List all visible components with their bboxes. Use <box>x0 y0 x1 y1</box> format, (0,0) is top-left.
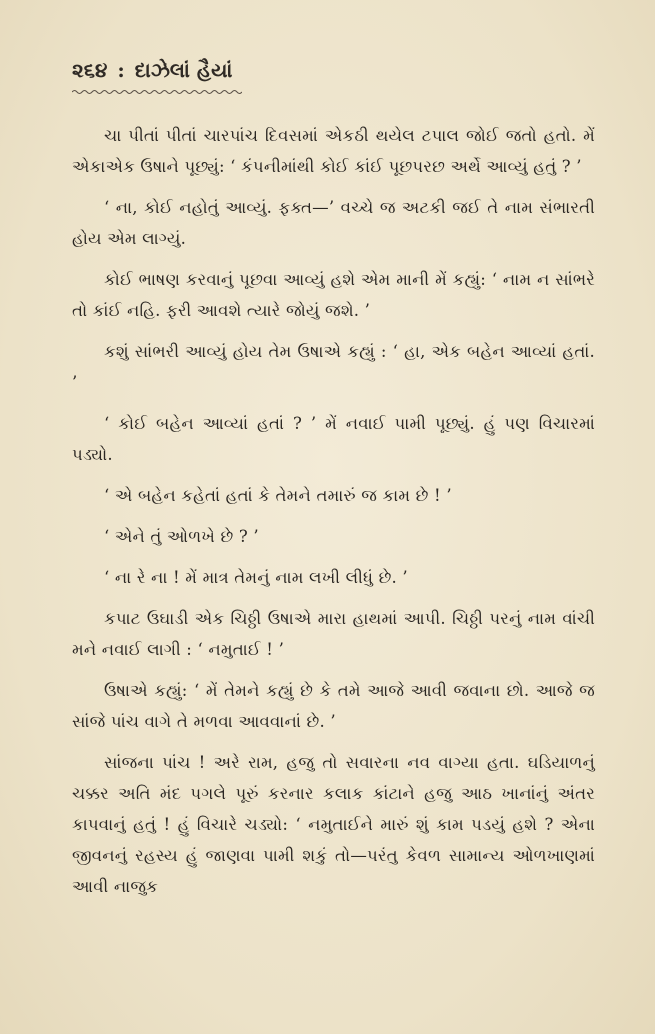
header-separator: : <box>117 58 125 82</box>
paragraph-6: ‘ એ બહેન કહેતાં હતાં કે તેમને તમારું જ કામ છે ! ’ <box>104 486 452 505</box>
paragraph-10: ઉષાએ કહ્યું: ‘ મેં તેમને કહ્યું છે કે તમે આજે આવી જવાના છો. આજે જ સાંજે પાંચ વાગે તે મળવા આવવાનાં છે. ’ <box>72 681 595 731</box>
paragraph-9: કપાટ ઉઘાડી એક ચિઠ્ઠી ઉષાએ મારા હાથમાં આપી. ચિઠ્ઠી પરનું નામ વાંચી મને નવાઈ લાગી : ‘ નમુતાઈ ! ’ <box>72 609 595 659</box>
decorative-underline <box>72 88 242 96</box>
paragraph-5: ‘ કોઈ બહેન આવ્યાં હતાં ? ’ મેં નવાઈ પામી પૂછ્યું. હું પણ વિચારમાં પડ્યો. <box>72 414 595 464</box>
running-header <box>72 58 595 82</box>
paragraph-1: ચા પીતાં પીતાં ચારપાંચ દિવસમાં એકઠી થયેલ ટપાલ જોઈ જતો હતો. મેં એકાએક ઉષાને પૂછ્યું: ‘ કંપનીમાંથી કોઈ કાંઈ પૂછપરછ અર્થે આવ્યું હતું ? ’ <box>72 126 595 176</box>
paragraph-11: સાંજના પાંચ ! અરે રામ, હજુ તો સવારના નવ વાગ્યા હતા. ઘડિયાળનું ચક્કર અતિ મંદ પગલે પૂરું કરનાર કલાક કાંટાને હજુ આઠ ખાનાંનું અંતર કાપવાનું હતું ! હું વિચારે ચડ્યો: ‘ નમુતાઈને મારું શું કામ પડયું હશે ? એના જીવનનું રહસ્ય હું જાણવા પામી શકું તો—પરંતુ કેવળ સામાન્ય ઓળખાણમાં આવી નાજુક <box>72 753 595 896</box>
paragraph-2: ‘ ના, કોઈ નહોતું આવ્યું. ફક્ત—’ વચ્ચે જ અટકી જઈ તે નામ સંભારતી હોય એમ લાગ્યું. <box>72 198 595 248</box>
paragraph-3: કોઈ ભાષણ કરવાનું પૂછવા આવ્યું હશે એમ માની મેં કહ્યું: ‘ નામ ન સાંભરે તો કાંઈ નહિ. ફરી આવશે ત્યારે જોયું જશે. ’ <box>72 270 595 320</box>
paragraph-4: કશું સાંભરી આવ્યું હોય તેમ ઉષાએ કહ્યું : ‘ હા, એક બહેન આવ્યાં હતાં. ’ <box>72 342 595 392</box>
body-text <box>72 120 595 902</box>
page-number: ૨૬૪ <box>72 58 108 82</box>
paragraph-7: ‘ એને તું ઓળખે છે ? ’ <box>104 527 259 546</box>
book-title: દાઝેલાં હૈયાં <box>134 58 233 82</box>
paragraph-8: ‘ ના રે ના ! મેં માત્ર તેમનું નામ લખી લીધું છે. ’ <box>104 568 408 587</box>
